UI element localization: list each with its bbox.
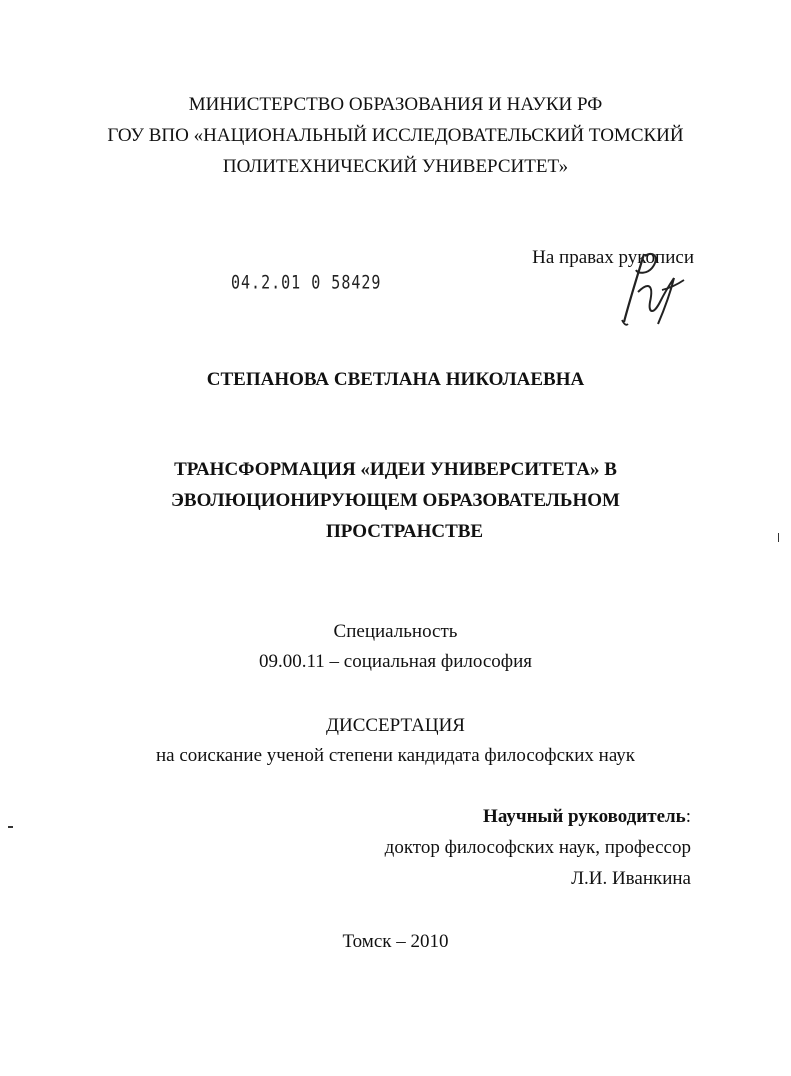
scan-mark: [778, 533, 779, 542]
dissertation-purpose: на соискание ученой степени кандидата философских наук: [155, 745, 636, 766]
specialty-code: 09.00.11 – социальная философия: [259, 651, 532, 672]
manuscript-note: На правах рукописи: [532, 247, 694, 268]
title-line-3: ПРОСТРАНСТВЕ: [326, 521, 484, 542]
supervisor-degree: доктор философских наук, профессор: [384, 837, 691, 858]
title-line-2: ЭВОЛЮЦИОНИРУЮЩЕМ ОБРАЗОВАТЕЛЬНОМ: [171, 490, 620, 511]
title-line-1: ТРАНСФОРМАЦИЯ «ИДЕИ УНИВЕРСИТЕТА» В: [174, 459, 617, 480]
ministry-line: МИНИСТЕРСТВО ОБРАЗОВАНИЯ И НАУКИ РФ: [188, 94, 603, 115]
signature-icon: [614, 244, 690, 328]
specialty-label: Специальность: [333, 621, 458, 642]
supervisor-heading: [483, 807, 691, 826]
university-line-1: ГОУ ВПО «НАЦИОНАЛЬНЫЙ ИССЛЕДОВАТЕЛЬСКИЙ ТОМСКИЙ: [107, 125, 684, 146]
scan-mark: [8, 826, 13, 828]
registration-stamp: 04.2.01 0 58429: [231, 271, 382, 294]
university-line-2: ПОЛИТЕХНИЧЕСКИЙ УНИВЕРСИТЕТ»: [222, 156, 569, 177]
place-year: Томск – 2010: [342, 931, 449, 952]
supervisor-name: Л.И. Иванкина: [571, 868, 691, 889]
author-name: СТЕПАНОВА СВЕТЛАНА НИКОЛАЕВНА: [206, 369, 585, 390]
supervisor-label: Научный руководитель: [483, 806, 686, 827]
supervisor-colon: :: [685, 806, 691, 827]
dissertation-label: ДИССЕРТАЦИЯ: [326, 715, 465, 736]
